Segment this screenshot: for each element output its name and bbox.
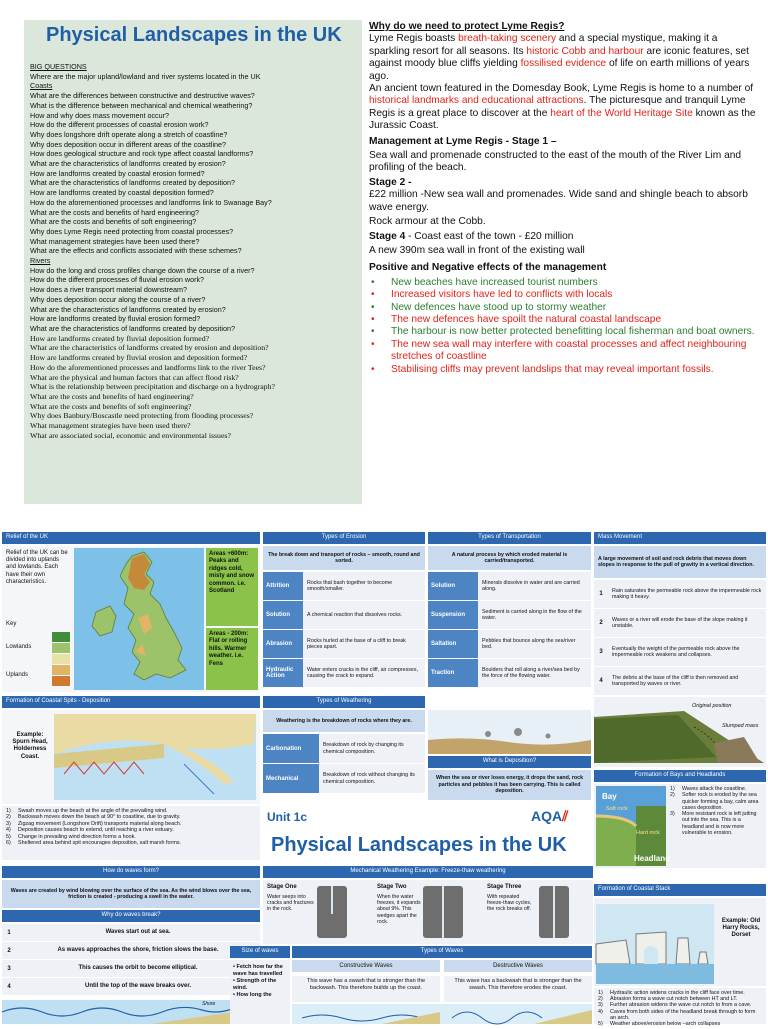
relief-key-label: Key <box>6 621 17 627</box>
waves-break-header: Why do waves break? <box>2 910 260 922</box>
row-text: Boulders that roll along a river/sea bed by the force of the flowing water. <box>478 659 591 687</box>
effects-list <box>369 277 761 376</box>
deposition-header: What is Deposition? <box>428 756 591 768</box>
slump-diagram-icon <box>594 697 766 767</box>
question-item: What is the difference between mechanical and chemical weathering? <box>30 100 253 110</box>
rivers-heading: Rivers <box>30 256 51 266</box>
rock-armour-text: Rock armour at the Cobb. <box>369 216 486 228</box>
table-row <box>428 630 591 659</box>
erosion-header: Types of Erosion <box>263 532 425 544</box>
negative-effect: • Increased visitors have led to conflicts with locals <box>369 289 761 301</box>
table-row <box>428 659 591 688</box>
stage-text: With repeated freeze-thaw cycles, the rock breaks off. <box>487 894 532 913</box>
step-number: 4) <box>6 827 11 834</box>
stage4-label: Stage 4 <box>369 230 406 242</box>
row-text: Sediment is carried along in the flow of the water. <box>478 601 591 629</box>
relief-lowlands-box: Areas - 200m: Flat or rolling hills. Warmer weather. i.e. Fens <box>206 628 258 690</box>
size-waves-header: Size of waves <box>230 946 290 958</box>
question-item: What are the characteristics of landforms created by deposition? <box>30 178 235 188</box>
step-text: Deposition causes beach to extend, until reaching a river estuary. <box>18 827 174 834</box>
stage-title: Stage Two <box>377 884 407 890</box>
table-row <box>263 764 425 794</box>
stack-diagram-icon <box>596 904 714 984</box>
transport-table <box>428 572 591 688</box>
rivers-questions-continued <box>30 334 356 441</box>
table-row <box>428 572 591 601</box>
slumped-mass-label: Slumped mass <box>722 723 759 729</box>
row-text: A chemical reaction that dissolves rocks. <box>303 601 425 629</box>
question-item: What management strategies have been used there? <box>30 236 200 246</box>
relief-key-swatches <box>52 632 70 687</box>
question-item: What are the costs and benefits of soft engineering? <box>30 401 192 411</box>
question-item: How are landforms created by fluvial erosion and deposition formed? <box>30 353 248 363</box>
freeze-stage <box>373 882 483 942</box>
highlight-text: heart of the World Heritage Site <box>550 107 693 119</box>
row-number: 4 <box>599 678 603 684</box>
row-number: 3 <box>599 649 603 655</box>
row-number: 1 <box>599 591 603 597</box>
stack-example: Example: Old Harry Rocks, Dorset <box>721 918 761 939</box>
big-questions-list <box>30 62 356 440</box>
question-item: What are the characteristics of landforms created by deposition? <box>30 323 235 333</box>
bays-steps <box>670 786 764 836</box>
size-item: • Fetch how far the wave has travelled <box>233 964 283 977</box>
coasts-questions <box>30 91 356 256</box>
table-row <box>594 580 766 609</box>
row-text: Pebbles that bounce along the sea/river bed. <box>478 630 591 658</box>
spit-diagram-icon <box>54 714 256 800</box>
step-text: Softer rock is eroded by the sea quicker forming a bay, calm area cases deposition. <box>682 792 759 811</box>
row-label: Suspension <box>428 601 478 629</box>
step-text: Change in prevailing wind direction forms a hook. <box>18 833 136 840</box>
key-swatch <box>52 632 70 642</box>
rock-diagram <box>539 886 569 938</box>
row-text: Breakdown of rock by changing its chemical composition. <box>319 734 425 763</box>
question-item: How and why does mass movement occur? <box>30 110 170 120</box>
negative-effect: • The new defences have spoilt the natural coastal landscape <box>369 314 761 326</box>
question-item: How do the aforementioned processes and landforms link to the river Tees? <box>30 362 266 372</box>
spits-panel <box>2 710 260 804</box>
constructive-label: Constructive Waves <box>292 960 440 972</box>
wave-break-diagram <box>2 1000 260 1024</box>
step-text: Zigzag movement (Longshore Drift) transports material along beach. <box>18 820 182 827</box>
stage2-heading: Stage 2 - <box>369 176 412 188</box>
size-item: • Strength of the wind. <box>233 978 277 991</box>
row-label: Mechanical <box>263 764 319 793</box>
row-number: 1 <box>7 929 11 936</box>
question-item: What are the costs and benefits of soft engineering? <box>30 217 197 227</box>
stage4-detail: A new 390m sea wall in front of the existing wall <box>369 244 585 256</box>
deposition-diagram-icon <box>428 710 591 754</box>
positive-effect: • New defences have stood up to stormy weather <box>369 302 761 314</box>
key-swatch <box>52 676 70 686</box>
paragraph-text: known as the Jurassic Coast. <box>369 107 756 132</box>
waves-break-table <box>2 924 260 996</box>
step-number: 5) <box>6 833 11 840</box>
destructive-text: This wave has a backwash that is stronger than the swash. This therefore erodes the coast. <box>444 976 592 1002</box>
row-label: Abrasion <box>263 630 303 658</box>
relief-uplands-label: Uplands <box>6 672 29 678</box>
size-waves-list <box>230 960 290 1024</box>
step-number: 3) <box>6 820 11 827</box>
uk-relief-map <box>74 548 204 690</box>
bay-label: Bay <box>602 792 617 801</box>
step-item <box>670 792 764 811</box>
question-item: What is the relationship between precipitation and discharge on a hydrograph? <box>30 382 275 392</box>
step-number: 2) <box>598 996 603 1003</box>
step-text: Abrasion forms a wave cut notch between HT and LT. <box>610 996 738 1003</box>
negative-effect: • Stabilising cliffs may prevent landslips that may reveal important fossils. <box>369 364 761 376</box>
erosion-definition: The break down and transport of rocks – smooth, round and sorted. <box>263 546 425 570</box>
step-number: 4) <box>598 1008 603 1015</box>
question-item: What are the costs and benefits of hard engineering? <box>30 207 200 217</box>
stage4-line <box>369 231 761 243</box>
transport-definition: A natural process by which eroded material is carried/transported. <box>428 546 591 570</box>
step-text: Hydraulic action widens cracks in the cliff face over time. <box>610 990 745 996</box>
question-item: Why does Banbury/Boscastle need protecting from flooding processes? <box>30 411 254 421</box>
highlight-text: historic Cobb and harbour <box>526 45 644 57</box>
unit-title: Physical Landscapes in the UK <box>271 834 567 856</box>
freeze-thaw-stages <box>263 880 593 944</box>
destructive-label: Destructive Waves <box>444 960 592 972</box>
rock-crack <box>442 886 444 938</box>
step-text: Waves attack the coastline. <box>682 786 747 792</box>
deposition-text: When the sea or river loses energy, it drops the sand, rock particles and pebbles it has been carrying. This is called deposition. <box>428 770 591 800</box>
row-text: Eventually the weight of the permeable rock above the impermeable rock weakens and collapses. <box>608 638 766 666</box>
step-text: Sheltered area behind spit encourages deposition, salt marsh forms. <box>18 840 182 847</box>
row-number: 3 <box>7 965 11 972</box>
freeze-stage <box>263 882 373 942</box>
question-item: How do the aforementioned processes and landforms link to Swanage Bay? <box>30 197 272 207</box>
question-item: What are the differences between constructive and destructive waves? <box>30 91 255 101</box>
step-number: 3) <box>598 1002 603 1009</box>
deposition-diagram <box>428 710 591 754</box>
paragraph-text: An ancient town featured in the Domesday Book, Lyme Regis is home to a number of <box>369 83 754 95</box>
positive-effect: • The harbour is now better protected benefitting local fisherman and boat owners. <box>369 326 761 338</box>
step-number: 3) <box>670 811 675 818</box>
lyme-paragraph-2 <box>369 83 761 133</box>
row-text: The debris at the base of the cliff is then removed and transported by waves or river. <box>608 667 766 695</box>
step-text: Caves from both sides of the headland break through to form an arch. <box>610 1008 756 1021</box>
types-waves-header: Types of Waves <box>292 946 592 958</box>
key-swatch <box>52 654 70 664</box>
question-item: What are the characteristics of landforms created by erosion? <box>30 159 226 169</box>
table-row <box>2 924 260 942</box>
spits-steps <box>2 806 260 860</box>
hard-rock-label: Hard rock <box>636 830 660 836</box>
coasts-heading: Coasts <box>30 81 53 91</box>
freeze-stage <box>483 882 593 942</box>
paragraph-text: and a special mystique, making it a sparkling resort for all seasons. Its <box>369 33 718 57</box>
row-text: Until the top of the wave breaks over. <box>16 978 260 995</box>
paragraph-text: . The picturesque and tranquil Lyme Regis is a great place to discover at the <box>369 95 746 119</box>
wave-types-diagram <box>292 1004 592 1024</box>
big-questions-heading: BIG QUESTIONS <box>30 62 87 71</box>
question-item: How does a river transport material downstream? <box>30 285 187 295</box>
table-row <box>594 667 766 696</box>
paragraph-text: Lyme Regis boasts <box>369 33 459 45</box>
question-item: What are the physical and human factors that can affect flood risk? <box>30 372 239 382</box>
row-text: This causes the orbit to become elliptical. <box>16 960 260 977</box>
row-text: Water enters cracks in the cliff, air compresses, causing the crack to expand. <box>303 659 425 687</box>
question-item: How are landforms created by coastal deposition formed? <box>30 188 214 198</box>
paragraph-text: of life on earth millions of years ago. <box>369 58 750 82</box>
effects-heading: Positive and Negative effects of the management <box>369 262 607 274</box>
rock-crack <box>553 886 555 938</box>
negative-effect: • The new sea wall may interfere with coastal processes and affect neighbouring stretches of coastline <box>369 339 761 364</box>
step-number: 2) <box>6 814 11 821</box>
relief-panel <box>2 546 260 692</box>
row-label: Solution <box>428 572 478 600</box>
transport-header: Types of Transportation <box>428 532 591 544</box>
relief-header: Relief of the UK <box>2 532 260 544</box>
stack-steps <box>594 988 766 1028</box>
mass-movement-definition: A large movement of soil and rock debris that moves down slopes in response to the pull of gravity in a vertical direction. <box>594 546 766 578</box>
table-row <box>263 630 425 659</box>
positive-effect: • New beaches have increased tourist numbers <box>369 277 761 289</box>
row-text: Rocks that bash together to become smooth/smaller. <box>303 572 425 600</box>
rivers-questions <box>30 266 356 334</box>
row-number: 2 <box>599 620 603 626</box>
relief-lowlands-label: Lowlands <box>6 644 32 650</box>
shore-label: Shore <box>202 1001 216 1007</box>
highlight-text: fossilised evidence <box>520 58 607 70</box>
aqa-logo-mark-icon: ⫽ <box>562 808 569 824</box>
relief-text: Relief of the UK can be divided into uplands and lowlands. Each have their own characteristics. <box>6 550 68 585</box>
table-row <box>2 960 260 978</box>
question-item: Why does Lyme Regis need protecting from coastal processes? <box>30 226 234 236</box>
rock-diagram <box>317 886 347 938</box>
question-item: What are the characteristics of landforms created by erosion and deposition? <box>30 343 269 353</box>
paragraph-text: are iconic features, set against moody blue cliffs yielding <box>369 45 749 70</box>
row-label: Attrition <box>263 572 303 600</box>
question-item: How are landforms created by fluvial erosion formed? <box>30 314 201 324</box>
step-number: 5) <box>598 1021 603 1028</box>
row-label: Solution <box>263 601 303 629</box>
mass-movement-header: Mass Movement <box>594 532 766 544</box>
row-label: Traction <box>428 659 478 687</box>
row-text: Minerals dissolve in water and are carried along. <box>478 572 591 600</box>
table-row <box>263 572 425 601</box>
stage4-text: - Coast east of the town - £20 million <box>405 230 574 242</box>
management-heading: Management at Lyme Regis - Stage 1 – <box>369 135 557 147</box>
step-item <box>6 840 256 846</box>
row-text: Rocks hurled at the base of a cliff to break pieces apart. <box>303 630 425 658</box>
waves-form-text: Waves are created by wind blowing over the surface of the sea. As the wind blows over the sea, friction is created - producing a swell in the water. <box>2 880 260 908</box>
step-number: 6) <box>6 840 11 847</box>
waves-form-header: How do waves form? <box>2 866 260 878</box>
table-row <box>263 659 425 688</box>
question-item: What are the costs and benefits of hard engineering? <box>30 391 194 401</box>
aqa-logo <box>531 808 568 825</box>
stage-title: Stage Three <box>487 884 522 890</box>
stage-text: Water seeps into cracks and fractures in the rock. <box>267 894 314 913</box>
question-item: What are associated social, economic and environmental issues? <box>30 430 231 440</box>
key-swatch <box>52 665 70 675</box>
stack-panel <box>594 898 766 986</box>
row-text: As waves approaches the shore, friction slows the base. <box>16 942 260 959</box>
table-row <box>594 638 766 667</box>
spit-diagram <box>54 714 256 800</box>
step-number: 1) <box>6 808 11 814</box>
step-text: Weather above/erosion below –arch collapses <box>610 1021 721 1028</box>
question-item: How do the different processes of coastal erosion work? <box>30 120 209 130</box>
step-item <box>670 811 764 836</box>
question-item: Why does deposition occur in different areas of the coastline? <box>30 139 227 149</box>
table-row <box>263 734 425 764</box>
wave-types-icon <box>292 1004 592 1024</box>
weathering-table <box>263 734 425 794</box>
step-text: More resistant rock is left jutting out into the sea. This is a headland and is now more vulnerable to erosion. <box>682 811 757 837</box>
step-item <box>598 1009 762 1021</box>
table-row <box>594 609 766 638</box>
soft-rock-label: Soft rock <box>606 806 628 812</box>
spits-example: Example: Spurn Head, Holderness Coast. <box>12 732 48 760</box>
key-swatch <box>52 643 70 653</box>
row-text: Rain saturates the permeable rock above the impermeable rock making it heavy. <box>608 580 766 608</box>
step-item <box>598 1021 762 1027</box>
row-text: Waves or a river will erode the base of the slope making it unstable. <box>608 609 766 637</box>
stage2-text: £22 million -New sea wall and promenades. Wide sand and shingle beach to absorb wave energy. <box>369 189 748 213</box>
row-number: 2 <box>7 947 11 954</box>
weathering-header: Types of Weathering <box>263 696 425 708</box>
weathering-definition: Weathering is the breakdown of rocks where they are. <box>263 710 425 732</box>
step-number: 2) <box>670 792 675 799</box>
row-label: Saltation <box>428 630 478 658</box>
bays-panel <box>594 784 766 868</box>
question-item: How does geological structure and rock type affect coastal landforms? <box>30 149 254 159</box>
row-label: Carbonation <box>263 734 319 763</box>
highlight-text: breath-taking scenery <box>458 33 557 45</box>
lyme-regis-section <box>369 21 761 376</box>
row-text: Breakdown of rock without changing its chemical composition. <box>319 764 425 793</box>
question-item: What management strategies have been used there? <box>30 421 191 431</box>
step-number: 1) <box>598 990 603 996</box>
big-questions-intro: Where are the major upland/lowland and river systems located in the UK <box>30 71 261 81</box>
question-item: How are landforms created by fluvial deposition formed? <box>30 333 210 343</box>
freeze-thaw-header: Mechanical Weathering Example: Freeze-thaw weathering <box>263 866 593 878</box>
bays-header: Formation of Bays and Headlands <box>594 770 766 782</box>
question-item: What are the characteristics of landforms created by erosion? <box>30 304 226 314</box>
slump-diagram <box>594 697 766 767</box>
spits-header: Formation of Coastal Spits - Deposition <box>2 696 260 708</box>
table-row <box>2 942 260 960</box>
unit-label: Unit 1c <box>267 810 308 824</box>
unit-banner <box>263 804 593 862</box>
relief-uplands-box: Areas +600m: Peaks and ridges cold, misty and snow common. i.e. Scotland <box>206 548 258 626</box>
lyme-paragraph-1 <box>369 33 761 83</box>
page-title: Physical Landscapes in the UK <box>46 24 342 46</box>
table-row <box>263 601 425 630</box>
step-text: Further abrasion widens the wave cut notch to from a cave. <box>610 1002 752 1009</box>
stage-title: Stage One <box>267 884 297 890</box>
step-text: Backwash moves down the beach at 90° to coastline, due to gravity. <box>18 814 181 821</box>
uk-map-icon <box>74 548 204 690</box>
row-text: Waves start out at sea. <box>16 924 260 941</box>
size-item: • How long the <box>233 992 272 999</box>
question-item: Why does deposition occur along the course of a river? <box>30 294 206 304</box>
aqa-logo-text: AQA <box>531 808 563 824</box>
erosion-table <box>263 572 425 688</box>
wave-break-icon <box>2 1000 260 1024</box>
original-position-label: Original position <box>692 703 732 709</box>
headland-label: Headland <box>634 854 671 863</box>
mass-movement-table <box>594 580 766 696</box>
question-item: Why does longshore drift operate along a stretch of coastline? <box>30 129 228 139</box>
row-number: 4 <box>7 983 11 990</box>
stack-header: Formation of Coastal Stack <box>594 884 766 896</box>
rock-diagram <box>423 886 463 938</box>
question-item: What are the effects and conflicts associated with these schemes? <box>30 246 242 256</box>
question-item: How are landforms created by coastal erosion formed? <box>30 168 205 178</box>
lyme-why-heading: Why do we need to protect Lyme Regis? <box>369 21 565 32</box>
table-row <box>428 601 591 630</box>
stage1-text: Sea wall and promenade constructed to the east of the mouth of the River Lim and profiling of the beach. <box>369 150 742 174</box>
step-number: 1) <box>670 786 675 792</box>
stack-diagram <box>596 904 714 984</box>
question-item: How do the different processes of fluvial erosion work? <box>30 275 205 285</box>
question-item: How do the long and cross profiles change down the course of a river? <box>30 265 255 275</box>
step-text: Swash moves up the beach at the angle of the prevailing wind. <box>18 808 168 814</box>
table-row <box>2 978 260 996</box>
bays-diagram <box>596 786 671 866</box>
highlight-text: historical landmarks and educational attractions <box>369 95 584 107</box>
constructive-text: This wave has a swash that is stronger than the backwash. This therefore builds up the coast. <box>292 976 440 1002</box>
stage-text: When the water freezes, it expands about 9%. This wedges apart the rock. <box>377 894 421 925</box>
row-label: Hydraulic Action <box>263 659 303 687</box>
rock-crack <box>331 886 333 914</box>
